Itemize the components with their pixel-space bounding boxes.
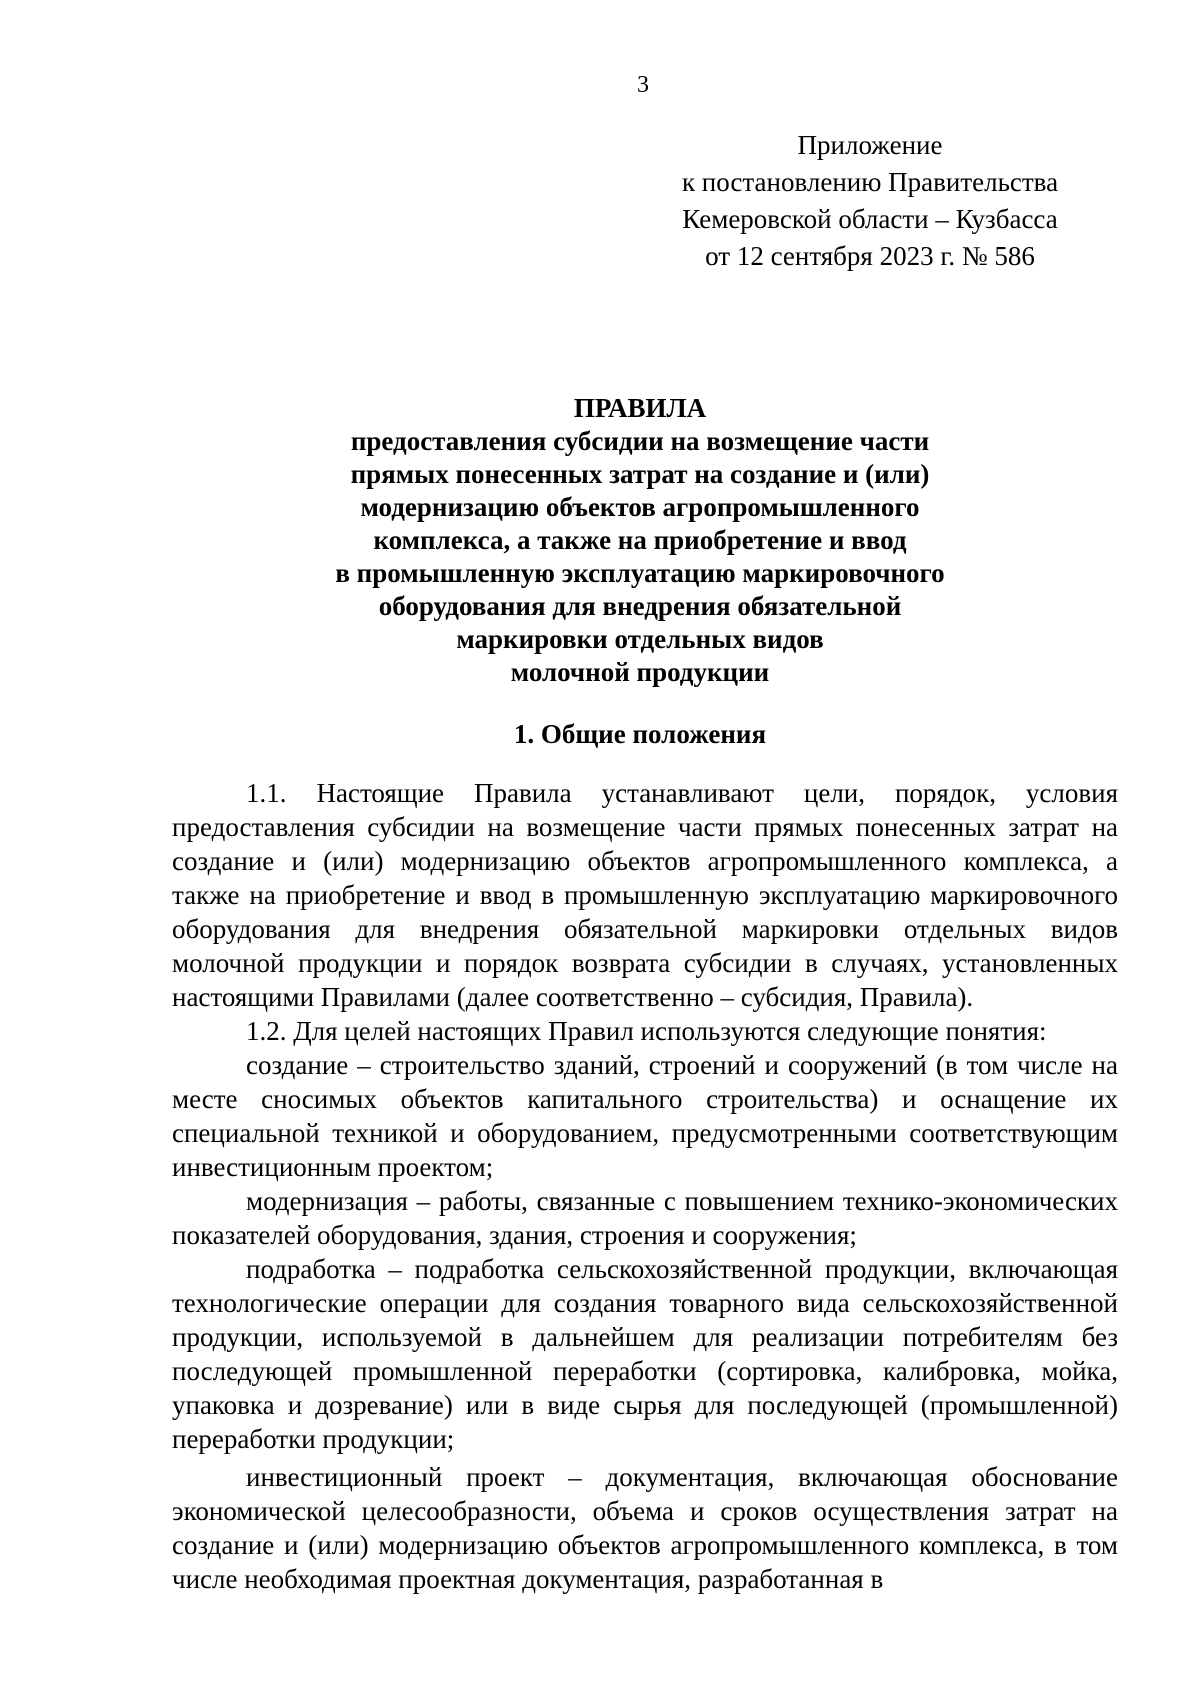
title-line: комплекса, а также на приобретение и ввод — [373, 525, 907, 555]
paragraph: создание – строительство зданий, строений и сооружений (в том числе на месте сносимых объектов капитального строительства) и оснащение их специальной техникой и оборудованием, предусмотренными соответствующим инвестиционным проектом; — [172, 1050, 1118, 1182]
document-title — [250, 392, 1030, 689]
title-line: модернизацию объектов агропромышленного — [360, 492, 920, 522]
title-line: предоставления субсидии на возмещение части — [350, 426, 930, 456]
section-heading: 1. Общие положения — [513, 719, 767, 749]
title-line: оборудования для внедрения обязательной — [378, 591, 902, 621]
page-number: 3 — [637, 72, 649, 98]
title-line: маркировки отдельных видов — [456, 624, 824, 654]
paragraph: модернизация – работы, связанные с повышением технико-экономических показателей оборудования, здания, строения и сооружения; — [172, 1186, 1118, 1250]
paragraph: 1.1. Настоящие Правила устанавливают цели, порядок, условия предоставления субсидии на возмещение части прямых понесенных затрат на создание и (или) модернизацию объектов агропромышленного комплекса, а также на приобретение и ввод в промышленную эксплуатацию маркировочного оборудования для внедрения обязательной маркировки отдельных видов молочной продукции и порядок возврата субсидии в случаях, установленных настоящими Правилами (далее соответственно – субсидия, Правила). — [172, 778, 1118, 1012]
appendix-note — [630, 127, 1110, 275]
title-line: в промышленную эксплуатацию маркировочного — [335, 558, 945, 588]
appendix-line: Приложение — [797, 130, 943, 160]
appendix-line: от 12 сентября 2023 г. № 586 — [705, 241, 1035, 271]
paragraph: инвестиционный проект – документация, включающая обоснование экономической целесообразности, объема и сроков осуществления затрат на создание и (или) модернизацию объектов агропромышленного комплекса, в том числе необходимая проектная документация, разработанная в — [172, 1462, 1118, 1594]
appendix-line: к постановлению Правительства — [681, 167, 1059, 197]
appendix-line: Кемеровской области – Кузбасса — [682, 204, 1058, 234]
title-line: прямых понесенных затрат на создание и (или) — [350, 459, 930, 489]
section-body — [172, 776, 1118, 1596]
title-line: молочной продукции — [510, 657, 770, 687]
paragraph: подработка – подработка сельскохозяйственной продукции, включающая технологические операции для создания товарного вида сельскохозяйственной продукции, используемой в дальнейшем для реализации потребителям без последующей промышленной переработки (сортировка, калибровка, мойка, упаковка и дозревание) или в виде сырья для последующей (промышленной) переработки продукции; — [172, 1254, 1118, 1454]
title-heading: ПРАВИЛА — [573, 393, 707, 423]
paragraph: 1.2. Для целей настоящих Правил используются следующие понятия: — [246, 1016, 1047, 1046]
